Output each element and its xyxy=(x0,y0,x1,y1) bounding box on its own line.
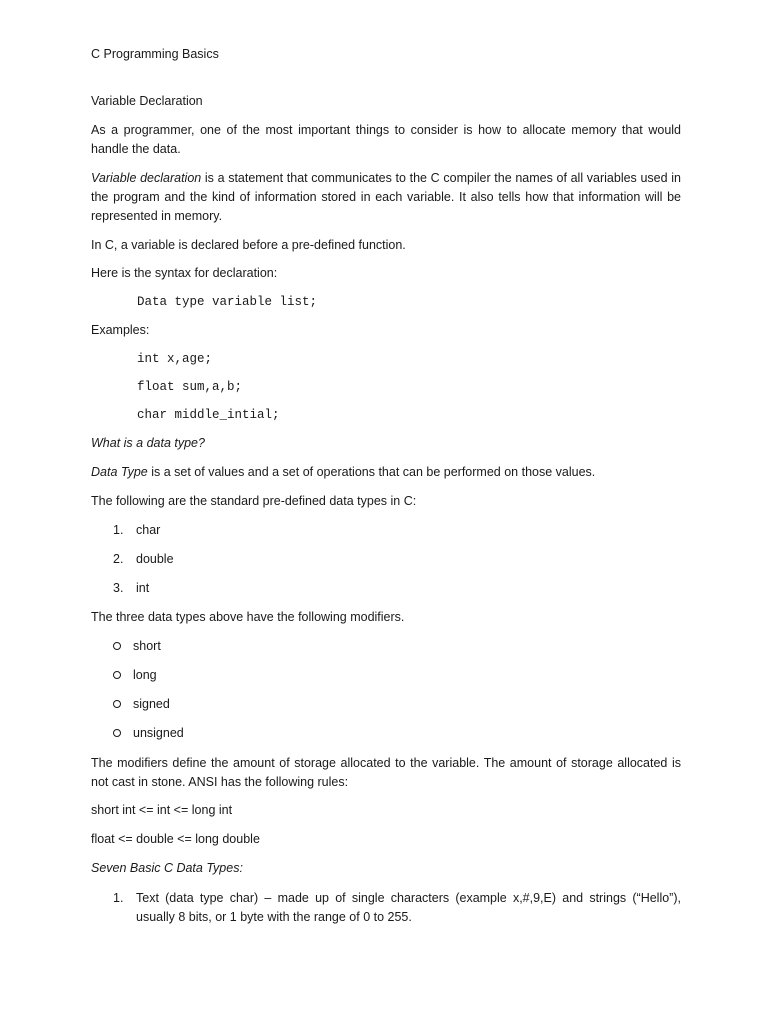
section-heading: Variable Declaration xyxy=(91,94,203,108)
bullet-label: short xyxy=(133,639,161,653)
circle-bullet-icon xyxy=(113,700,121,708)
list-number: 1. xyxy=(113,523,124,537)
paragraph-modifiers-intro: The three data types above have the following modifiers. xyxy=(91,610,405,624)
list-number: 3. xyxy=(113,581,124,595)
circle-bullet-icon xyxy=(113,671,121,679)
paragraph-types-intro: The following are the standard pre-defined data types in C: xyxy=(91,494,417,508)
bullet-label: unsigned xyxy=(133,726,184,740)
paragraph-declared-before: In C, a variable is declared before a pre-defined function. xyxy=(91,238,406,252)
syntax-code: Data type variable list; xyxy=(137,295,318,309)
question-heading: What is a data type? xyxy=(91,436,205,450)
example-code-line: float sum,a,b; xyxy=(137,380,243,394)
term-data-type: Data Type xyxy=(91,465,148,479)
paragraph-memory: As a programmer, one of the most important things to consider is how to allocate memory that would handle the data. xyxy=(91,123,681,156)
bullet-label: long xyxy=(133,668,157,682)
paragraph-variable-declaration-text: is a statement that communicates to the C compiler the names of all variables used in the program and the kind of information stored in each variable. It also tells how that information will be represented in memory. xyxy=(91,171,681,223)
list-item xyxy=(113,889,681,927)
paragraph-variable-declaration xyxy=(91,169,681,226)
list-number: 2. xyxy=(113,552,124,566)
circle-bullet-icon xyxy=(113,642,121,650)
ansi-rule-int: short int <= int <= long int xyxy=(91,803,233,817)
bullet-item xyxy=(113,637,161,656)
bullet-item xyxy=(113,695,170,714)
paragraph-data-type-definition xyxy=(91,463,681,482)
paragraph-modifiers-storage: The modifiers define the amount of storage allocated to the variable. The amount of storage allocated is not cast in stone. ANSI has the following rules: xyxy=(91,756,681,789)
bullet-item xyxy=(113,724,184,743)
bullet-item xyxy=(113,666,157,685)
list-label: char xyxy=(136,523,161,537)
list-number: 1. xyxy=(113,891,124,905)
circle-bullet-icon xyxy=(113,729,121,737)
seven-types-heading: Seven Basic C Data Types: xyxy=(91,861,243,875)
example-code-line: int x,age; xyxy=(137,352,213,366)
example-code-line: char middle_intial; xyxy=(137,408,280,422)
list-item xyxy=(113,579,149,598)
paragraph-syntax-intro: Here is the syntax for declaration: xyxy=(91,266,278,280)
document-title: C Programming Basics xyxy=(91,47,219,61)
list-item xyxy=(113,521,160,540)
paragraph-data-type-text: is a set of values and a set of operations that can be performed on those values. xyxy=(147,465,596,479)
list-text: Text (data type char) – made up of single characters (example x,#,9,E) and strings (“Hello”), usually 8 bits, or 1 byte with the range of 0 to 255. xyxy=(136,891,681,924)
examples-label: Examples: xyxy=(91,323,150,337)
list-label: int xyxy=(136,581,150,595)
list-item xyxy=(113,550,174,569)
term-variable-declaration: Variable declaration xyxy=(91,171,202,185)
ansi-rule-float: float <= double <= long double xyxy=(91,832,260,846)
list-label: double xyxy=(136,552,174,566)
bullet-label: signed xyxy=(133,697,170,711)
